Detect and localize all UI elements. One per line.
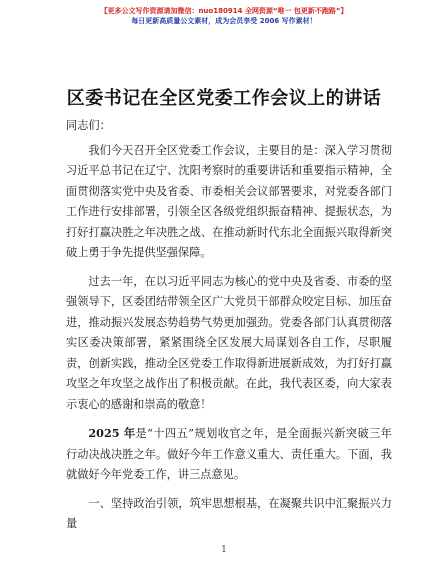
document-title: 区委书记在全区党委工作会议上的讲话 <box>66 88 382 109</box>
section-heading-1: 一、坚持政治引领，筑牢思想根基，在凝聚共识中汇聚振兴力量 <box>66 496 392 530</box>
promo-banner <box>0 6 448 26</box>
paragraph-3-text: 是“十四五”规划收官之年，是全面振兴新突破三年行动决战决胜之年。做好今年工作意义重大、责任重大。下面，我就做好今年党委工作，讲三点意见。 <box>66 427 392 481</box>
paragraph-3 <box>66 423 392 486</box>
page-number: 1 <box>221 545 227 555</box>
paragraph-1: 我们今天召开全区党委工作会议，主要目的是：深入学习贯彻习近平总书记在辽宁、沈阳考察时的重要讲话和重要指示精神，全面贯彻落实党中央及省委、市委相关会议部署要求，对党委各部门工作进行安排部署，引领全区各级党组织振奋精神、提振状态，为打好打赢决胜之年决胜之战、在推动新时代东北全面振兴取得新突破上勇于争先提供坚强保障。 <box>66 143 392 259</box>
promo-banner-line-1: 【更多公文写作资源请加微信：nuo180914 全网资源“唯一 包更新不跑路”】 <box>100 7 348 15</box>
promo-banner-line-2: 每日更新高质量公文素材，成为会员享受 2006 写作素材！ <box>131 17 317 25</box>
paragraph-3-bold-year: 2025 年 <box>88 426 136 440</box>
salutation: 同志们： <box>66 119 111 132</box>
document-body <box>66 116 392 535</box>
paragraph-2: 过去一年，在以习近平同志为核心的党中央及省委、市委的坚强领导下，区委团结带领全区广大党员干部群众咬定目标、加压奋进，推动振兴发展态势趋势气势更加强劲。党委各部门认真贯彻落实区委决策部署，紧紧围绕全区发展大局谋划各自工作，尽职履责，创新实践，推动全区党委工作取得新进展新成效，为打好打赢攻坚之年攻坚之战作出了积极贡献。在此，我代表区委，向大家表示衷心的感谢和崇高的敬意！ <box>66 274 392 411</box>
